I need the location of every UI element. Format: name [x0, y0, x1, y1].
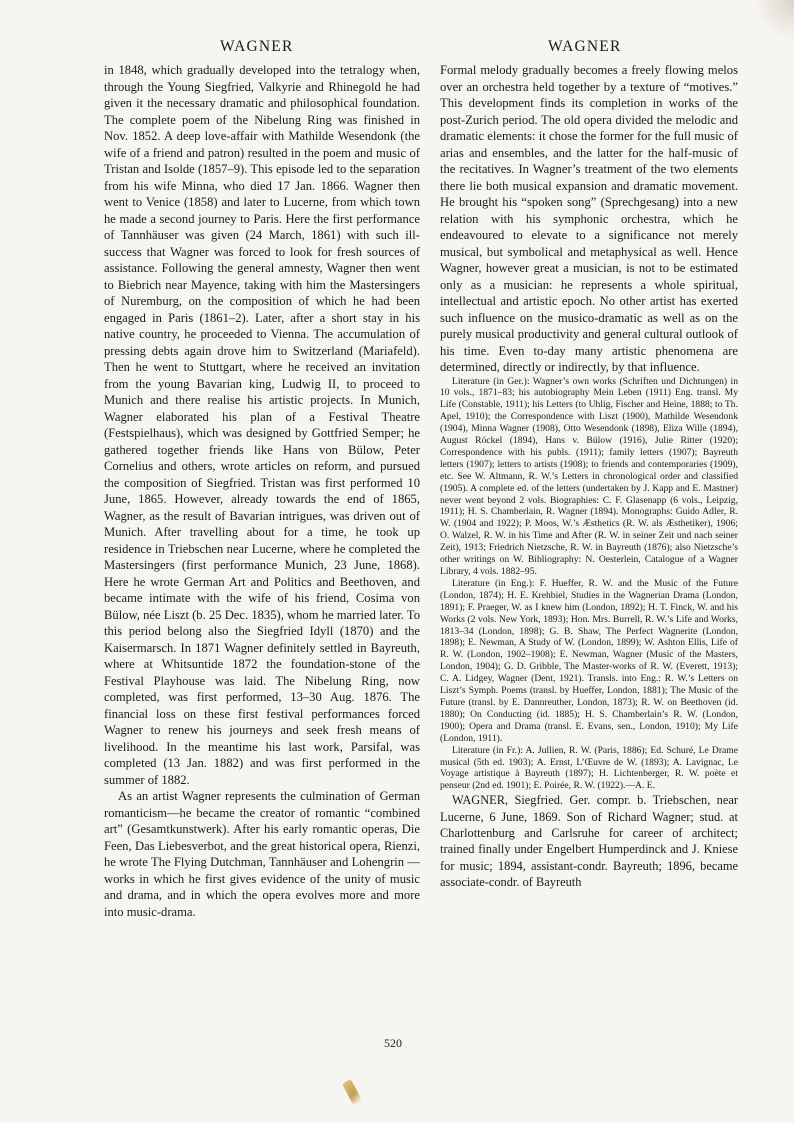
literature-french: Literature (in Fr.): A. Jullien, R. W. (Paris, 1886); Ed. Schuré, Le Drame musical (5th ed. 1903); A. Ernst, L’Œuvre de W. (1893); A. Lavignac, Le Voyage artistique à Bayreuth (1897); H. Lichtenberger, R. W. poète et penseur (2nd ed. 1901); E. Poirée, R. W. (1922).—A. E. [440, 744, 738, 792]
page-corner-shadow [754, 0, 794, 40]
body-paragraph: Formal melody gradually becomes a freely flowing melos over an orchestra held together by a texture of “motives.” This development finds its completion in works of the post-Zurich period. The old opera divided the melodic and dramatic elements: it chose the former for the full music of arias and ensembles, and the latter for the half-music of the recitatives. In Wagner’s treatment of the two elements there lie both musical expansion and dramatic movement. He brought his “spoken song” (Sprechgesang) into a new relation with his symphonic orchestra, which he endeavoured to elevate to a significance not merely musical, but symbolical and metaphysical as well. Hence Wagner, however great a musician, is not to be estimated only as a musician: he represents a whole spiritual, intellectual and artistic epoch. No other artist has exerted such influence on the musico-dramatic as well as on the purely musical productivity and general cultural outlook of his time. Even to-day many artistic phenomena are determined, directly or indirectly, by that influence. [440, 63, 738, 374]
body-paragraph: As an artist Wagner represents the culmination of German romanticism—he became the creator of romantic “combined art” (Gesamtkunstwerk). After his early romantic operas, Die Feen, Das Liebesverbot, and the great historical opera, Rienzi, he wrote The Flying Dutchman, Tannhäuser and Lohengrin — works in which he first gives evidence of the unity of music and drama, and in which the opera evolves more and more into music-drama. [104, 789, 420, 919]
page-number: 520 [384, 1036, 402, 1050]
running-header-left: WAGNER [220, 38, 294, 55]
body-paragraph: in 1848, which gradually developed into the tetralogy when, through the Young Siegfried, Valkyrie and Rhinegold he had given it the necessary dramatic and philosophical foundation. The complete poem of the Nibelung Ring was finished in Nov. 1852. A deep love-affair with Mathilde Wesendonk (the wife of a friend and patron) resulted in the poem and music of Tristan and Isolde (1857–9). This episode led to the separation from his wife Minna, who died 17 Jan. 1866. Wagner then went to Venice (1858) and later to Lucerne, from which town he made a second journey to Paris. Here the first performance of Tannhäuser was given (24 March, 1861) with such ill-success that Wagner was forced to look for fresh sources of assistance. Following the general amnesty, Wagner then went to Biebrich near Mayence, taking with him the Mastersingers of Nuremburg, on the composition of which he had been engaged in Paris (1861–2). Later, after a short stay in his native country, he proceeded to Vienna. The accumulation of pressing debts again drove him to Switzerland (Mariafeld). Then he went to Stuttgart, where he received an invitation from the young Bavarian king, Ludwig II, to proceed to Munich and there realise his artistic projects. In Munich, Wagner elaborated his plan of a Festival Theatre (Festspielhaus), which was designed by Gottfried Semper; he gathered together friends like Hans von Bülow, Peter Cornelius and others, wrote articles on reform, and pursued the composition of Siegfried. Tristan was first performed 10 June, 1865. However, already towards the end of 1865, Wagner, as the result of Bavarian intrigues, was driven out of Munich. After travelling about for a time, he took up residence in Triebschen near Lucerne, where he completed the Mastersingers (first performance Munich, 23 June, 1868). Here he wrote German Art and Politics and Beethoven, and became intimate with the wife of his friend, Cosima von Bülow, née Liszt (b. 25 Dec. 1835), whom he married later. To this period belong also the Siegfried Idyll (1870) and the Kaisermarsch. In 1871 Wagner definitely settled in Bayreuth, where at Whitsuntide 1872 the foundation-stone of the Festival Playhouse was laid. The Nibelung Ring, now completed, was first performed, 13–30 Aug. 1876. The financial loss on these first festival performances forced Wagner to renew his journeys and seek fresh means of livelihood. In the meantime his last work, Parsifal, was completed (13 Jan. 1882) and was first performed in the summer of 1882. [104, 63, 420, 787]
paper-blemish [342, 1079, 362, 1105]
left-column [104, 62, 420, 920]
literature-german: Literature (in Ger.): Wagner’s own works (Schriften und Dichtungen) in 10 vols., 1871–83; his autobiography Mein Leben (1911) Eng. transl. My Life (Constable, 1911); his Letters (to Uhlig, Fischer and Heine, 1888; to Th. Apel, 1910); the Correspondence with Liszt (1900), Mathilde Wesendonk (1904), Minna Wagner (1908), Otto Wesendonk (1898), Eliza Wille (1894), August Röckel (1894), Hans v. Bülow (1916), Julie Ritter (1920); Correspondence with his publs. (1911); family letters (1907); Bayreuth letters (1907); letters to artists (1908); to friends and contemporaries (1909), etc. See W. Altmann, R. W.’s Letters in chronological order and classified (1905). A complete ed. of the letters (undertaken by J. Kapp and E. Mastner) never went beyond 2 vols. Biographies: C. F. Glasenapp (6 vols., Leipzig, 1911); H. S. Chamberlain, R. Wagner (1894). Monographs: Guido Adler, R. W. (1904 and 1922); P. Moos, W.’s Æsthetics (R. W. als Æsthetiker), 1906; O. Walzel, R. W. in his Time and After (R. W. in seiner Zeit und nach seiner Zeit), 1913; Friedrich Nietzsche, R. W. in Bayreuth (1876); also Nietzsche’s other writings on W. Bibliography: N. Oesterlein, Catalogue of a Wagner Library, 4 vols. 1882–95. [440, 375, 738, 577]
running-header-right: WAGNER [548, 38, 622, 55]
right-column [440, 62, 738, 891]
dictionary-entry-siegfried: WAGNER, Siegfried. Ger. compr. b. Triebschen, near Lucerne, 6 June, 1869. Son of Richard Wagner; stud. at Charlottenburg and Carlsruhe for career of architect; trained finally under Engelbert Humperdinck and J. Kniese for music; 1894, assistant-condr. Bayreuth; 1896, became associate-condr. of Bayreuth [440, 793, 738, 890]
literature-english: Literature (in Eng.): F. Hueffer, R. W. and the Music of the Future (London, 1874); H. E. Krehbiel, Studies in the Wagnerian Drama (London, 1891); F. Praeger, W. as I knew him (London, 1892); H. T. Finck, W. and his Works (2 vols. New York, 1893); Hon. Mrs. Burrell, R. W.’s Life and Works, 1813–34 (London, 1898); G. B. Shaw, The Perfect Wagnerite (London, 1898); E. Newman, A Study of W. (London, 1899); W. Ashton Ellis, Life of R. W. (London, 1902–1908); E. Newman, Wagner (Music of the Masters, London, 1904); G. D. Gribble, The Master-works of R. W. (Everett, 1913); C. A. Lidgey, Wagner (Dent, 1921). Transls. into Eng.: R. W.’s Letters on Liszt’s Symph. Poems (transl. by Hueffer, London, 1881); The Music of the Future (transl. by E. Dannreuther, London, 1873); R. W. on Beethoven (id. 1880); On Conducting (id. 1885); H. S. Chamberlain’s R. W. (London, 1900); Opera and Drama (transl. E. Evans, sen., London, 1910); My Life (London, 1911). [440, 577, 738, 744]
